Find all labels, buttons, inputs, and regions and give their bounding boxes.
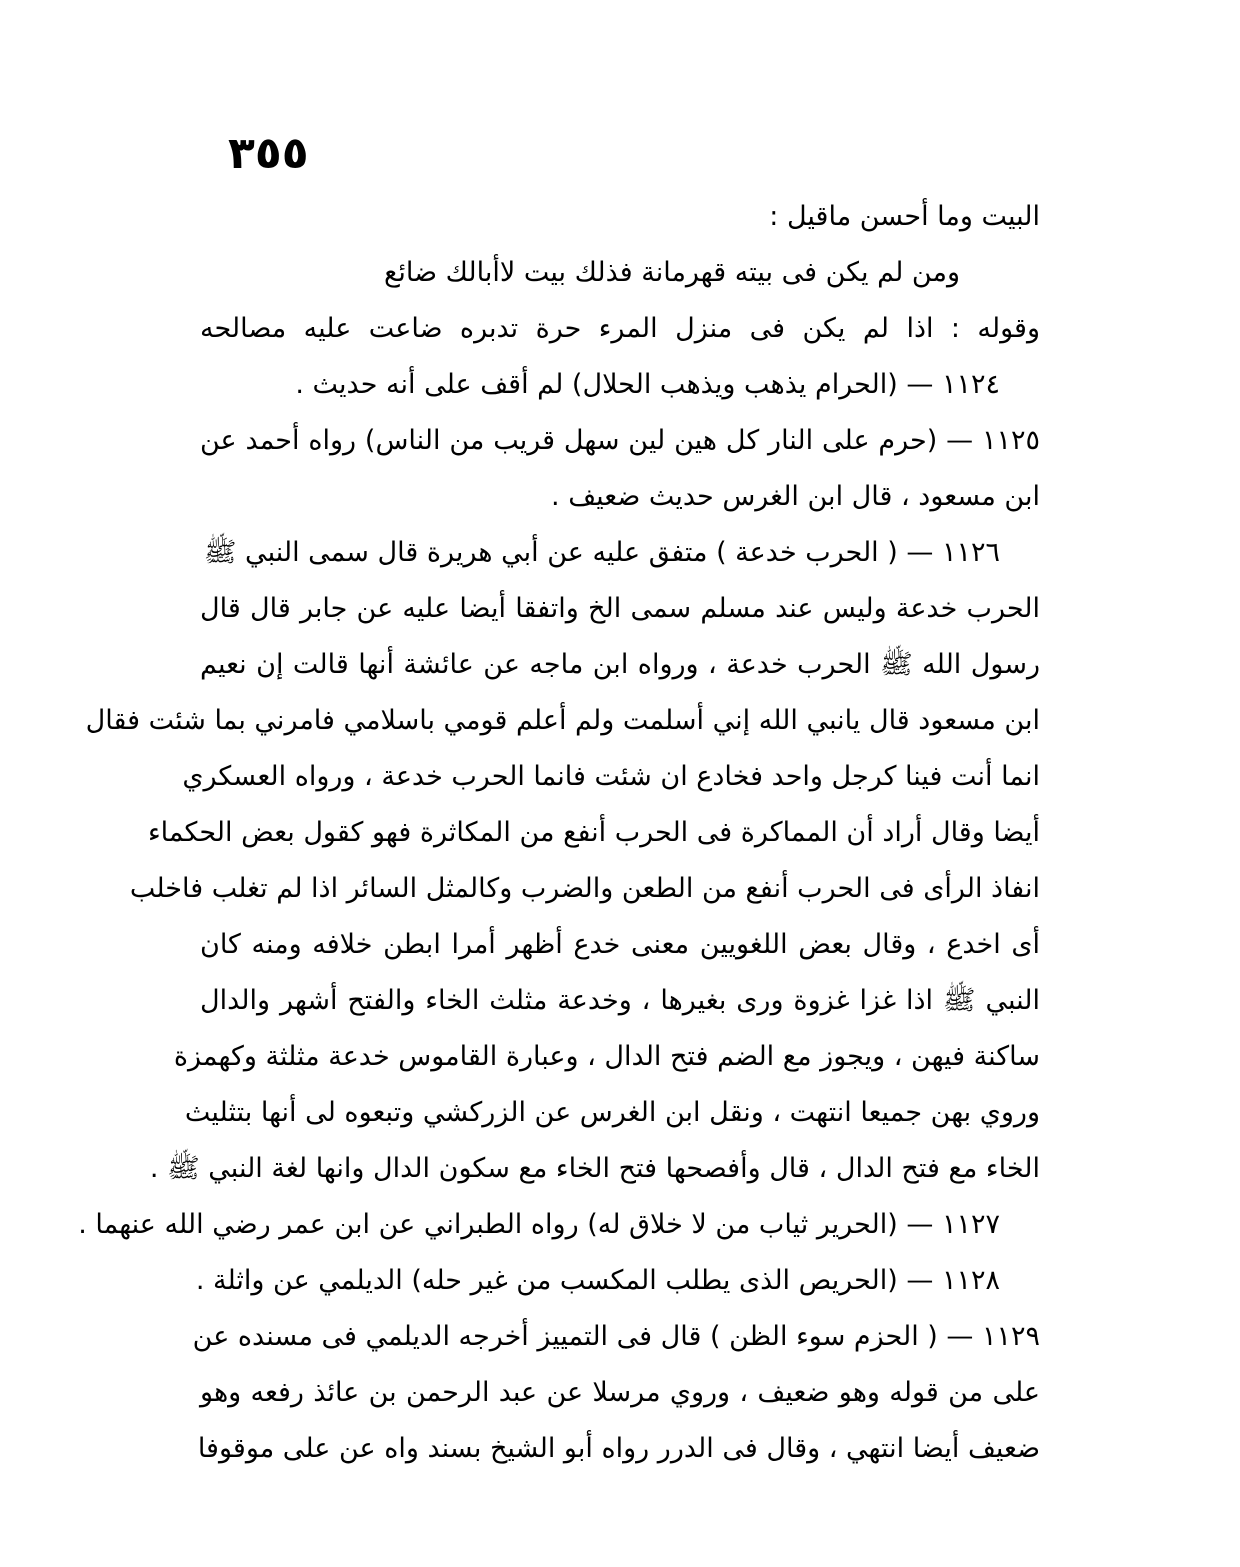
entry-1128: ١١٢٨ — (الحريص الذى يطلب المكسب من غير حله) الديلمي عن واثلة . bbox=[195, 1265, 1000, 1296]
entry-1126: ١١٢٦ — ( الحرب خدعة ) متفق عليه عن أبي هريرة قال سمى النبي ﷺ bbox=[203, 537, 1000, 568]
text-line: الخاء مع فتح الدال ، قال وأفصحها فتح الخاء مع سكون الدال وانها لغة النبي ﷺ . bbox=[149, 1153, 1040, 1184]
entry-1125: ١١٢٥ — (حرم على النار كل هين لين سهل قريب من الناس) رواه أحمد عن bbox=[200, 425, 1040, 456]
entry-1129: ١١٢٩ — ( الحزم سوء الظن ) قال فى التمييز أخرجه الديلمي فى مسنده عن bbox=[192, 1321, 1040, 1352]
text-line: الحرب خدعة وليس عند مسلم سمى الخ واتفقا أيضا عليه عن جابر قال قال bbox=[200, 593, 1040, 624]
text-line: أيضا وقال أراد أن المماكرة فى الحرب أنفع من المكاثرة فهو كقول بعض الحكماء bbox=[147, 817, 1040, 848]
verse-line: وقوله : اذا لم يكن فى منزل المرء حرة تدبره ضاعت عليه مصالحه bbox=[200, 313, 1040, 344]
verse-line: ومن لم يكن فى بيته قهرمانة فذلك بيت لاأبالك ضائع bbox=[384, 257, 960, 288]
entry-1124: ١١٢٤ — (الحرام يذهب ويذهب الحلال) لم أقف على أنه حديث . bbox=[295, 369, 1000, 400]
text-line: النبي ﷺ اذا غزا غزوة ورى بغيرها ، وخدعة مثلث الخاء والفتح أشهر والدال bbox=[200, 985, 1040, 1016]
text-line: ابن مسعود ، قال ابن الغرس حديث ضعيف . bbox=[551, 481, 1040, 512]
text-line: انما أنت فينا كرجل واحد فخادع ان شئت فانما الحرب خدعة ، ورواه العسكري bbox=[182, 761, 1040, 792]
text-line: وروي بهن جميعا انتهت ، ونقل ابن الغرس عن الزركشي وتبعوه لى أنها بتثليث bbox=[184, 1097, 1040, 1128]
text-line: البيت وما أحسن ماقيل : bbox=[769, 201, 1040, 232]
page-number: ٣٥٥ bbox=[228, 128, 309, 179]
body-text bbox=[78, 200, 1040, 1484]
text-line: على من قوله وهو ضعيف ، وروي مرسلا عن عبد الرحمن بن عائذ رفعه وهو bbox=[200, 1377, 1040, 1408]
entry-1127: ١١٢٧ — (الحرير ثياب من لا خلاق له) رواه الطبراني عن ابن عمر رضي الله عنهما . bbox=[78, 1209, 1000, 1240]
text-line: ضعيف أيضا انتهي ، وقال فى الدرر رواه أبو الشيخ بسند واه عن على موقوفا bbox=[197, 1433, 1040, 1464]
text-line: ساكنة فيهن ، ويجوز مع الضم فتح الدال ، وعبارة القاموس خدعة مثلثة وكهمزة bbox=[173, 1041, 1040, 1072]
text-line: انفاذ الرأى فى الحرب أنفع من الطعن والضرب وكالمثل السائر اذا لم تغلب فاخلب bbox=[129, 873, 1040, 904]
text-line: أى اخدع ، وقال بعض اللغويين معنى خدع أظهر أمرا ابطن خلافه ومنه كان bbox=[200, 929, 1040, 960]
text-line: رسول الله ﷺ الحرب خدعة ، ورواه ابن ماجه عن عائشة أنها قالت إن نعيم bbox=[200, 649, 1040, 680]
text-line: ابن مسعود قال يانبي الله إني أسلمت ولم أعلم قومي باسلامي فامرني بما شئت فقال bbox=[85, 705, 1040, 736]
